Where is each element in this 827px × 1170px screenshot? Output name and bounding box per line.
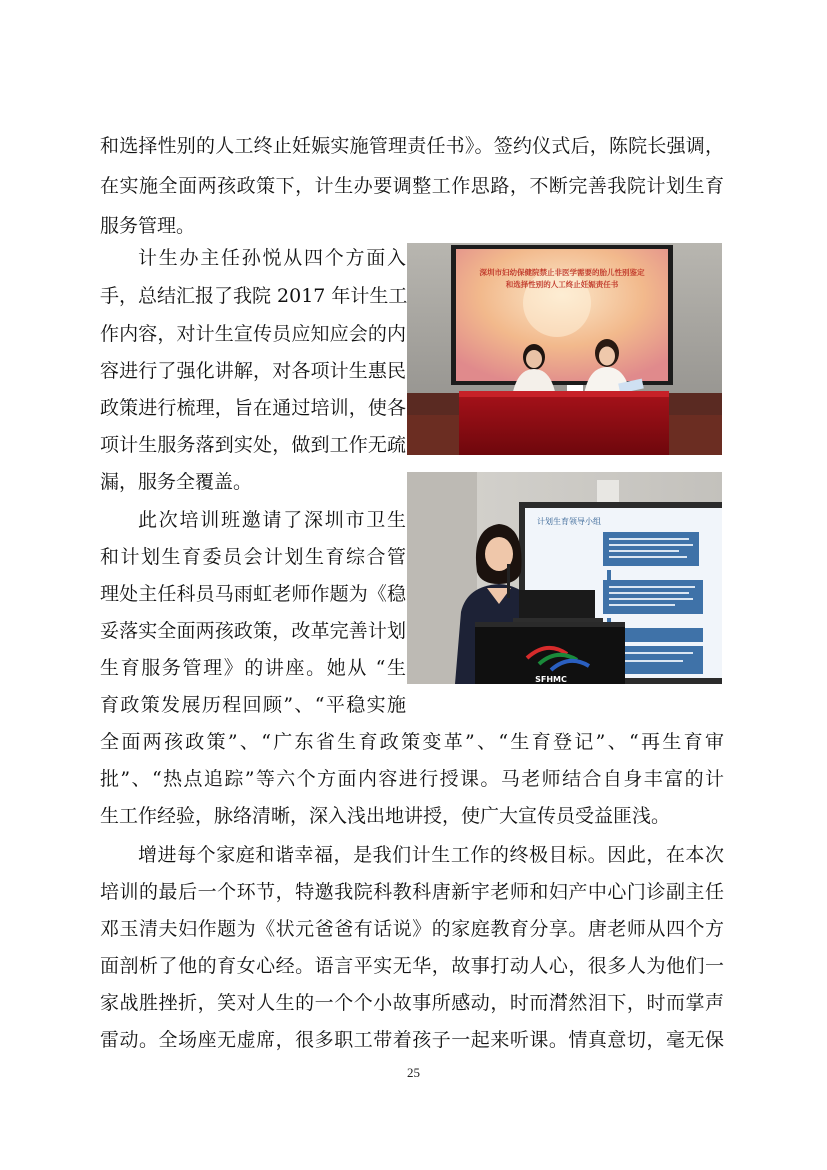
text-line: 雷动。全场座无虚席，很多职工带着孩子一起来听课。情真意切，毫无保 (100, 1029, 724, 1051)
text-line: 项计生服务落到实处，做到工作无疏 (100, 434, 406, 456)
text-line: 培训的最后一个环节，特邀我院科教科唐新宇老师和妇产中心门诊副主任 (100, 881, 724, 903)
text-line: 此次培训班邀请了深圳市卫生 (138, 509, 406, 531)
text-line: 生育服务管理》的讲座。她从 “生 (100, 657, 406, 679)
text-line: 计生办主任孙悦从四个方面入 (138, 247, 406, 269)
text-line: 作内容，对计生宣传员应知应会的内 (100, 323, 406, 345)
signing-ceremony-photo (407, 243, 722, 455)
text-line: 理处主任科员马雨虹老师作题为《稳 (100, 583, 406, 605)
slide-title: 计划生育领导小组 (537, 517, 601, 526)
text-line: 在实施全面两孩政策下，计生办要调整工作思路，不断完善我院计划生育 (100, 175, 724, 197)
text-line: 和计划生育委员会计划生育综合管 (100, 546, 406, 568)
text-line: 家战胜挫折，笑对人生的一个个小故事所感动，时而潸然泪下，时而掌声 (100, 992, 724, 1014)
text-line: 漏，服务全覆盖。 (100, 471, 253, 493)
text-line: 全面两孩政策”、“广东省生育政策变革”、“生育登记”、“再生育审 (100, 731, 724, 753)
text-line: 服务管理。 (100, 215, 196, 237)
text-line: 增进每个家庭和谐幸福，是我们计生工作的终极目标。因此，在本次 (138, 844, 724, 866)
screen-banner-line1: 深圳市妇幼保健院禁止非医学需要的胎儿性别鉴定 (479, 268, 645, 277)
screen-banner-line2: 和选择性别的人工终止妊娠责任书 (505, 280, 619, 289)
lecture-photo (407, 472, 722, 684)
text-line: 手，总结汇报了我院 2017 年计生工 (100, 285, 408, 307)
text-line: 生工作经验，脉络清晰，深入浅出地讲授，使广大宣传员受益匪浅。 (100, 805, 671, 827)
text-line: 和选择性别的人工终止妊娠实施管理责任书》。签约仪式后，陈院长强调， (100, 135, 724, 157)
text-line: 妥落实全面两孩政策，改革完善计划 (100, 620, 406, 642)
text-line: 面剖析了他的育女心经。语言平实无华，故事打动人心，很多人为他们一 (100, 955, 724, 977)
podium-logo-text: SFHMC (535, 675, 567, 684)
text-line: 育政策发展历程回顾”、“平稳实施 (100, 694, 406, 716)
text-line: 容进行了强化讲解，对各项计生惠民 (100, 360, 406, 382)
text-line: 政策进行梳理，旨在通过培训，使各 (100, 397, 406, 419)
page-number: 25 (407, 1065, 420, 1080)
text-line: 邓玉清夫妇作题为《状元爸爸有话说》的家庭教育分享。唐老师从四个方 (100, 918, 724, 940)
text-line: 批”、“热点追踪”等六个方面内容进行授课。马老师结合自身丰富的计 (100, 768, 724, 790)
